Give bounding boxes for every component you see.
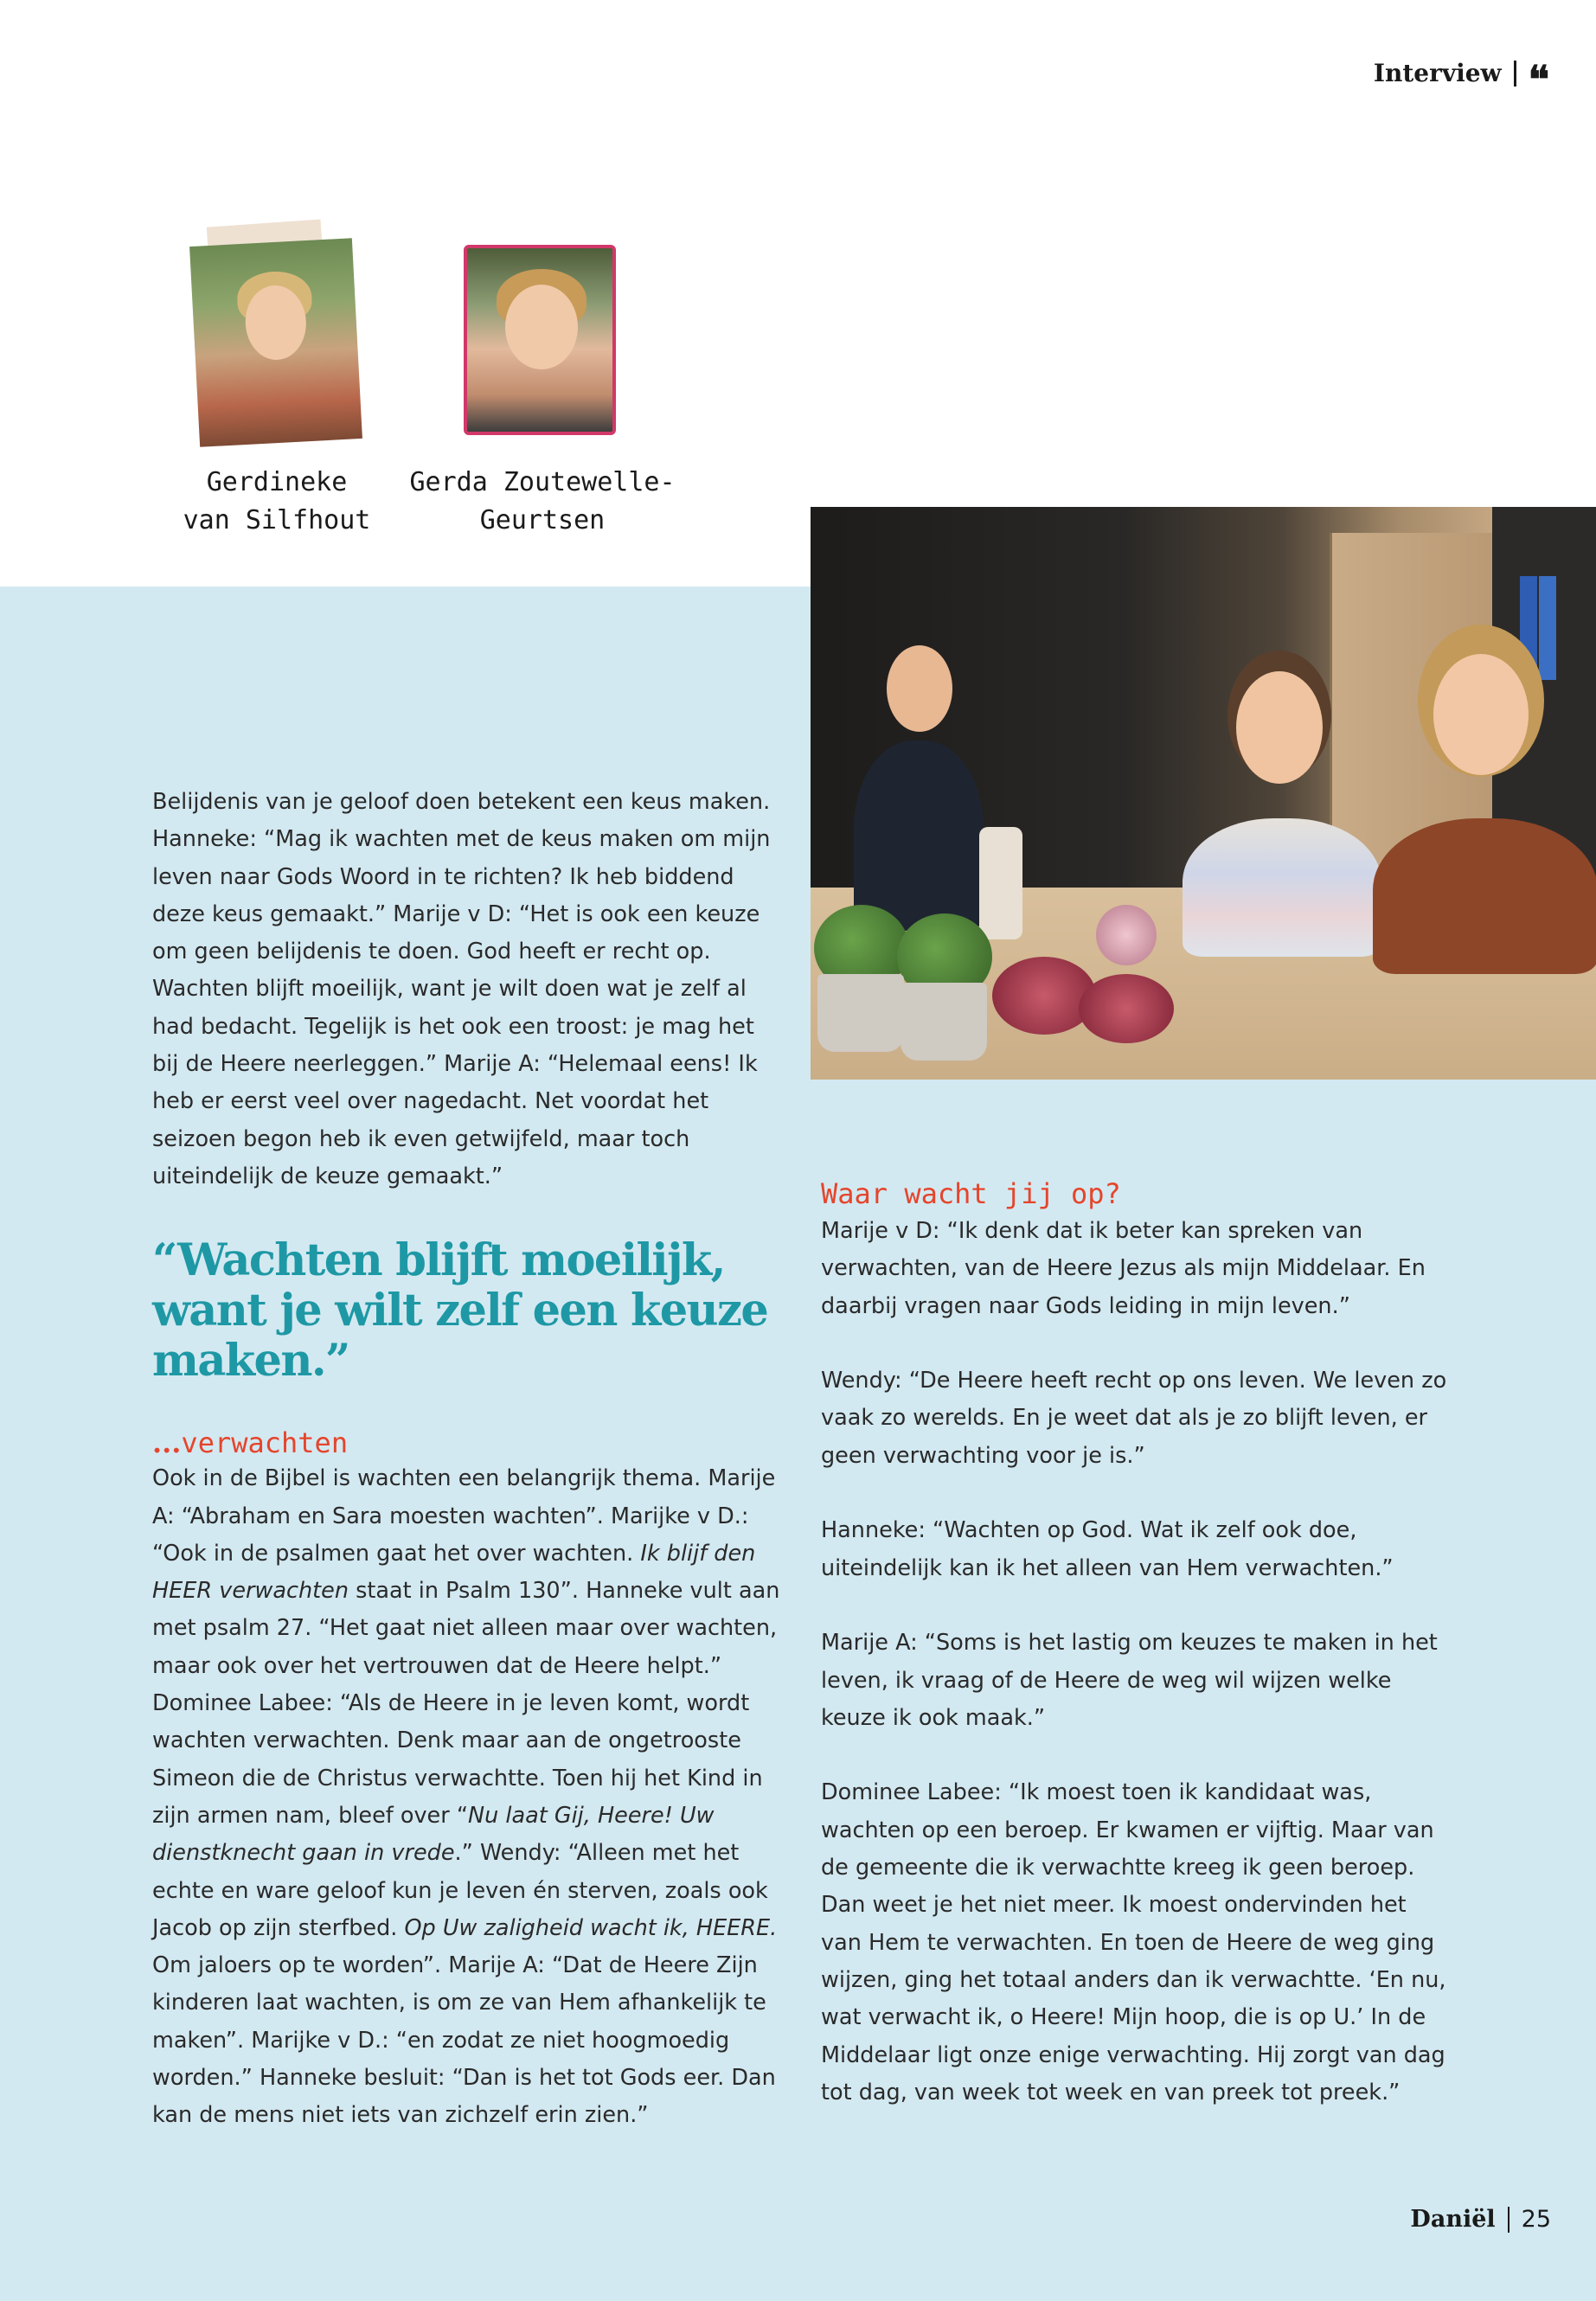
- portrait-caption-1: [173, 464, 381, 540]
- intro-paragraph: Belijdenis van je geloof doen betekent een keus maken. Hanneke: “Mag ik wachten met de keus maken om mijn leven naar Gods Woord in te richten? Ik heb biddend deze keus gemaakt.” Marije v D: “Het is ook een keuze om geen belijdenis te doen. God heeft er recht op. Wachten blijft moeilijk, want je wilt doen wat je zelf al had bedacht. Tegelijk is het ook een troost: je mag het bij de Heere neerleggen.” Marije A: “Helemaal eens! Ik heb er eerst veel over nagedacht. Net voordat het seizoen begon heb ik even getwijfeld, maar toch uiteindelijk de keuze gemaakt.”: [152, 789, 771, 1189]
- pull-quote: “Wachten blijft moeilijk, want je wilt zelf een keuze maken.”: [152, 1234, 768, 1388]
- portrait-photo-1: [189, 238, 362, 447]
- caption-line: Geurtsen: [479, 505, 606, 535]
- right-column-heading: Waar wacht jij op?: [821, 1177, 1121, 1210]
- quote-paragraph: Wendy: “De Heere heeft recht op ons leven. We leven zo vaak zo werelds. En je weet dat als je zo blijft leven, er geen verwachting voor je is.”: [821, 1368, 1447, 1469]
- right-column: [821, 1213, 1452, 2112]
- caption-line: Gerda Zoutewelle-: [409, 467, 676, 497]
- page-number: 25: [1521, 2206, 1551, 2233]
- quote-paragraph: Marije v D: “Ik denk dat ik beter kan spreken van verwachten, van de Heere Jezus als mijn Middelaar. En daarbij vragen naar Gods leiding in mijn leven.”: [821, 1218, 1426, 1319]
- footer-divider: [1508, 2207, 1509, 2233]
- caption-line: Gerdineke: [206, 467, 348, 497]
- quote-paragraph: Dominee Labee: “Ik moest toen ik kandidaat was, wachten op een beroep. Er kwamen er vijftig. Maar van de gemeente die ik verwachtte kreeg ik geen beroep. Dan weet je het niet meer. Ik moest ondervinden het van Hem te verwachten. En toen de Heere de weg ging wijzen, ging het totaal anders dan ik verwachtte. ‘En nu, wat verwacht ik, o Heere! Mijn hoop, die is op U.’ In de Middelaar ligt onze enige verwachting. Hij zorgt van dag tot dag, van week tot week en van preek tot preek.”: [821, 1779, 1446, 2106]
- header-divider: [1514, 61, 1516, 87]
- portrait-photo-2: [464, 245, 616, 435]
- left-column: [152, 784, 784, 2135]
- page-footer: [1410, 2206, 1551, 2233]
- body-paragraph: Ook in de Bijbel is wachten een belangrijk thema. Marije A: “Abraham en Sara moesten wachten”. Marijke v D.: “Ook in de psalmen gaat het over wachten. Ik blijf den HEER verwachten staat in Psalm 130”. Hanneke vult aan met psalm 27. “Het gaat niet alleen maar over wachten, maar ook over het vertrouwen dat de Heere helpt.” Dominee Labee: “Als de Heere in je leven komt, wordt wachten verwachten. Denk maar aan de ongetrooste Simeon die de Christus verwachtte. Toen hij het Kind in zijn armen nam, bleef over “Nu laat Gij, Heere! Uw dienstknecht gaan in vrede.” Wendy: “Alleen met het echte en ware geloof kun je leven én sterven, zoals ook Jacob op zijn sterfbed. Op Uw zaligheid wacht ik, HEERE. Om jaloers op te worden”. Marije A: “Dat de Heere Zijn kinderen laat wachten, is om ze van Hem afhankelijk te maken”. Marijke v D.: “en zodat ze niet hoogmoedig worden.” Hanneke besluit: “Dan is het tot Gods eer. Dan kan de mens niet iets van zichzelf erin zien.”: [152, 1465, 780, 2129]
- magazine-name: Daniël: [1410, 2206, 1496, 2233]
- portrait-caption-2: [400, 464, 685, 540]
- quote-paragraph: Hanneke: “Wachten op God. Wat ik zelf ook doe, uiteindelijk kan ik het alleen van Hem verwachten.”: [821, 1517, 1394, 1581]
- group-photo: [811, 507, 1596, 1080]
- section-header: [1373, 57, 1546, 102]
- quote-paragraph: Marije A: “Soms is het lastig om keuzes te maken in het leven, ik vraag of de Heere de weg wil wijzen welke keuze ik ook maak.”: [821, 1630, 1438, 1731]
- caption-line: van Silfhout: [183, 505, 371, 535]
- section-label: Interview: [1373, 59, 1502, 87]
- quote-icon: ❛❛: [1528, 57, 1546, 102]
- section-subheading: ...verwachten: [152, 1426, 349, 1460]
